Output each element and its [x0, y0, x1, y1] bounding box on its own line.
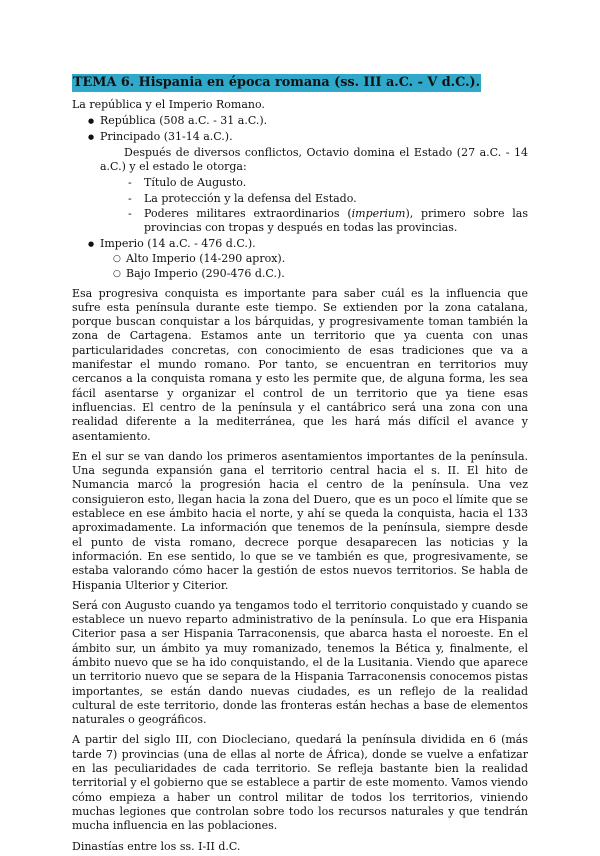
paragraph: Esa progresiva conquista es importante para saber cuál es la influencia que sufre esta península durante este tiempo. Se extienden por la zona catalana, porque buscan conquistar a los bárquidas, y progresivamente toman también la zona de Cartagena. Estamos ante un territorio que ya cuenta con unas particularidades concretas, con conocimiento de esas tradiciones que va a manifestar el mundo romano. Por tanto, se encuentran en territorios muy cercanos a la conquista romana y esto les permite que, de alguna forma, les sea fácil asentarse y organizar el control de un territorio que ya tiene esas influencias. El centro de la península y el cantábrico será una zona con una realidad diferente a la mediterránea, que les hará más difícil el avance y asentamiento. [72, 286, 528, 443]
imperium-term: imperium [351, 207, 406, 221]
paragraph: A partir del siglo III, con Diocleciano, quedará la península dividida en 6 (más tarde 7) provincias (una de ellas al norte de África), donde se vuelve a enfatizar en las peculiaridades de cada territorio. Se refleja bastante bien la realidad territorial y el gobierno que se establece a partir de este momento. Vamos viendo cómo empieza a haber un control militar de todos los territorios, viniendo muchas legiones que controlan sobre todo los recursos naturales y que tendrán mucha influencia en las poblaciones. [72, 733, 528, 833]
section-subtitle: La república y el Imperio Romano. [72, 98, 265, 111]
document-title: TEMA 6. Hispania en época romana (ss. III a.C. - V d.C.). [73, 75, 481, 90]
principado-paragraph: Después de diversos conflictos, Octavio domina el Estado (27 a.C. - 14 a.C.) y el estado le otorga: [100, 145, 528, 174]
imperio-list [72, 237, 528, 282]
dash-list [72, 176, 528, 235]
list-item: ● República (508 a.C. - 31 a.C.). [72, 114, 528, 128]
list-item [72, 207, 528, 236]
list-item-text: ), primero sobre las provincias con tropas y después en todas las provincias. [144, 207, 529, 235]
paragraph: Será con Augusto cuando ya tengamos todo el territorio conquistado y cuando se establece un nuevo reparto administrativo de la península. Lo que era Hispania Citerior pasa a ser Hispania Tarraconensis, que abarca hasta el noroeste. En el ámbito sur, un ámbito ya muy romanizado, tenemos la Bética y, finalmente, el ámbito nuevo que se ha ido conquistando, el de la Lusitania. Viendo que aparece un territorio nuevo que se separa de la Hispania Tarraconensis conocemos pistas importantes, se están dando nuevas ciudades, es un reflejo de la realidad cultural de este territorio, donde las fronteras están hechas a base de elementos naturales o geográficos. [72, 598, 528, 727]
list-item: ● Imperio (14 a.C. - 476 d.C.). [72, 237, 528, 251]
closing-heading: Dinastías entre los ss. I-II d.C. [72, 839, 241, 853]
list-item: ● Principado (31-14 a.C.). [72, 130, 528, 144]
list-item: - La protección y la defensa del Estado. [72, 192, 528, 206]
paragraph: En el sur se van dando los primeros asentamientos importantes de la península. Una segunda expansión gana el territorio central hacia el s. II. El hito de Numancia marcó la progresión hacia el centro de la península. Una vez consiguieron esto, llegan hacia la zona del Duero, que es un poco el límite que se establece en ese ámbito hacia el norte, y ahí se queda la conquista, hacia el 133 aproximadamente. La información que tenemos de la península, siempre desde el punto de vista romano, decrece porque desaparecen las noticias y la información. En ese sentido, lo que se ve también es que, progresivamente, se estaba valorando cómo hacer la gestión de estos nuevos territorios. Se habla de Hispania Ulterior y Citerior. [72, 449, 528, 592]
list-item-text: Poderes militares extraordinarios ( [144, 207, 352, 221]
sub-list-item: ○ Alto Imperio (14-290 aprox). [72, 252, 528, 266]
period-list [72, 114, 528, 144]
list-item: - Título de Augusto. [72, 176, 528, 190]
document-page [72, 74, 528, 856]
sub-list-item: ○ Bajo Imperio (290-476 d.C.). [72, 267, 528, 281]
